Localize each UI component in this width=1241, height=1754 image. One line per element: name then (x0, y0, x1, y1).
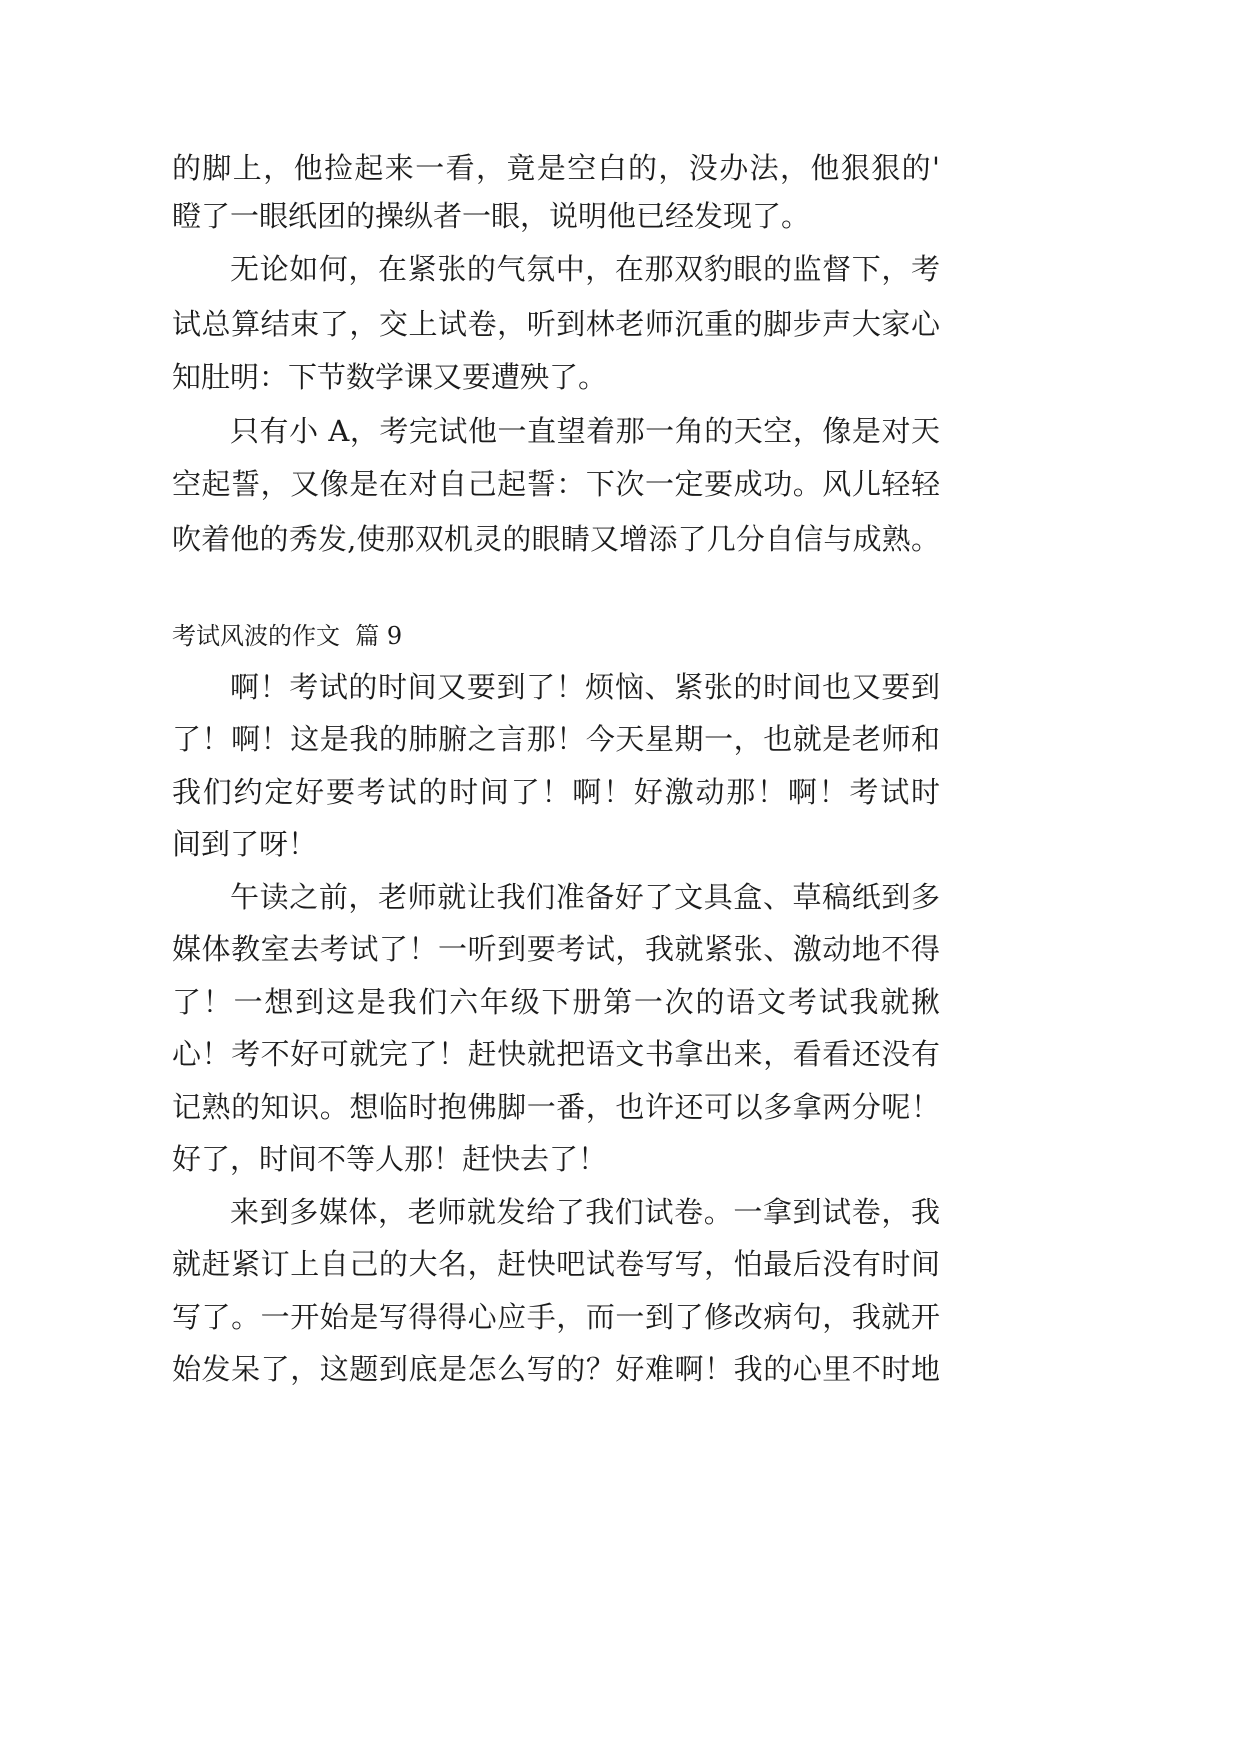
text-line: 始发呆了，这题到底是怎么写的？好难啊！我的心里不时地 (172, 1352, 940, 1386)
text-line: 媒体教室去考试了！一听到要考试，我就紧张、激动地不得 (172, 932, 940, 966)
section-heading: 考试风波的作文 篇 9 (172, 622, 403, 650)
text-line: 只有小 A，考完试他一直望着那一角的天空，像是对天 (230, 414, 940, 448)
text-line: 瞪了一眼纸团的操纵者一眼，说明他已经发现了。 (172, 199, 811, 233)
text-line: 我们约定好要考试的时间了！啊！好激动那！啊！考试时 (172, 775, 940, 809)
text-line: 了！啊！这是我的肺腑之言那！今天星期一，也就是老师和 (172, 722, 940, 756)
text-line: 空起誓，又像是在对自己起誓：下次一定要成功。风儿轻轻 (172, 467, 940, 501)
text-line: 写了。一开始是写得得心应手，而一到了修改病句，我就开 (172, 1300, 940, 1334)
text-line: 记熟的知识。想临时抱佛脚一番，也许还可以多拿两分呢！ (172, 1090, 940, 1124)
text-line: 间到了呀！ (172, 827, 318, 861)
text-line: 试总算结束了，交上试卷，听到林老师沉重的脚步声大家心 (172, 307, 940, 341)
text-line: 无论如何，在紧张的气氛中，在那双豹眼的监督下，考 (230, 252, 940, 286)
text-line: 吹着他的秀发,使那双机灵的眼睛又增添了几分自信与成熟。 (172, 522, 940, 556)
text-line: 心！考不好可就完了！赶快就把语文书拿出来，看看还没有 (172, 1037, 940, 1071)
text-line: 啊！考试的时间又要到了！烦恼、紧张的时间也又要到 (230, 670, 940, 704)
text-line: 午读之前，老师就让我们准备好了文具盒、草稿纸到多 (230, 880, 940, 914)
text-line: 知肚明：下节数学课又要遭殃了。 (172, 360, 608, 394)
text-line: 来到多媒体，老师就发给了我们试卷。一拿到试卷，我 (230, 1195, 940, 1229)
text-line: 的脚上，他捡起来一看，竟是空白的，没办法，他狠狠的' (172, 151, 940, 185)
text-line: 了！一想到这是我们六年级下册第一次的语文考试我就揪 (172, 985, 940, 1019)
text-line: 就赶紧订上自己的大名，赶快吧试卷写写，怕最后没有时间 (172, 1247, 940, 1281)
text-line: 好了，时间不等人那！赶快去了！ (172, 1142, 608, 1176)
